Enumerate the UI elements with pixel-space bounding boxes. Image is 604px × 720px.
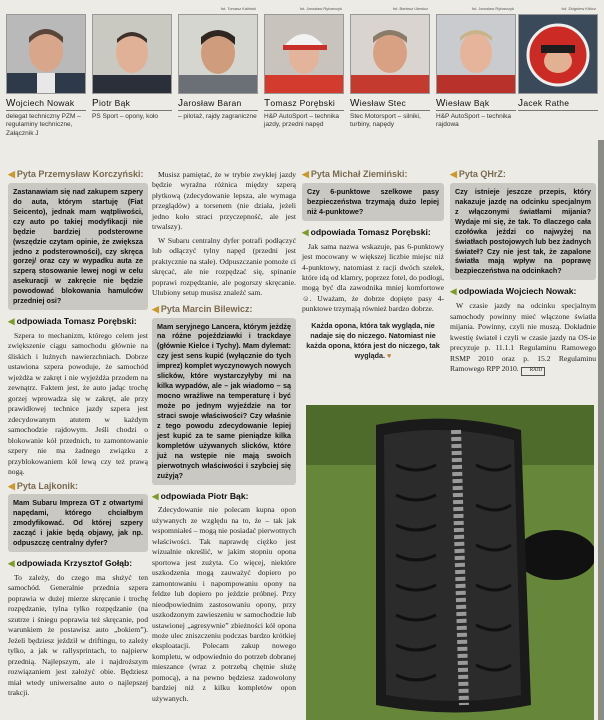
expert-role: Stec Motorsport – silniki, turbiny, napędy bbox=[350, 113, 421, 129]
expert-photo bbox=[436, 14, 516, 94]
expert-photo bbox=[178, 14, 258, 94]
question-asker bbox=[8, 170, 148, 180]
expert-name: Wiesław Stec bbox=[350, 98, 430, 111]
caption-text: Każda opona, która tak wygląda, nie nadaje się do niczego. Natomiast nie każda opona, która jest do niczego, tak wygląda. bbox=[306, 320, 440, 360]
photo-credit: fot. Jarosław Rybarczyk bbox=[471, 6, 514, 11]
expert-role: delegat techniczny PZM – regulaminy techniczne, Załącznik J bbox=[6, 113, 81, 137]
answer-arrow-icon: ◀ bbox=[8, 316, 15, 327]
answer-heading bbox=[152, 491, 296, 503]
column-3 bbox=[302, 170, 444, 369]
answer-text: Jak sama nazwa wskazuje, pas 6-punktowy jest mocowany w większej liczbie miejsc niż 4-punktowy, natomiast z racji dwóch szelek, które idą od klamry, poprzez fotel, do podłogi, mogą być dla zawodnika mniej komfortowe ☺. Uważam, że dobrze dopięte pasy 4-punktowe trzymają również bardzo dobrze. bbox=[302, 241, 444, 314]
expert-name: Jarosław Baran bbox=[178, 98, 258, 111]
answer-arrow-icon: ◀ bbox=[302, 226, 309, 237]
experts-strip bbox=[6, 6, 598, 164]
expert-role: PS Sport – opony, koło bbox=[92, 113, 159, 120]
expert-name: Jacek Rathe bbox=[518, 98, 598, 111]
answer-arrow-icon: ◀ bbox=[8, 558, 15, 569]
answer-text: To zależy, do czego ma służyć ten samochód. Generalnie przednia szpera poprawia w dużej mierze skręcanie i trochę rozpędzanie, tylna tylko rozpędzanie (na szutrze i śniegu poprawia też skręcanie, pod warunkiem że postawisz auto „bokiem”). Jeżeli będziesz jeździł w driftingu, to zależy tylko, a jak w rallysprintach, to najpierw przednią. Najlepszym, ale i najdroższym rozwiązaniem jest założyć obie. Będziesz miał wtedy uniwersalne auto o najlepszej trakcji. bbox=[8, 573, 148, 698]
question-asker bbox=[302, 170, 444, 180]
question-asker bbox=[450, 170, 596, 180]
asker-name: Pyta Marcin Bilewicz: bbox=[160, 303, 253, 314]
column-4 bbox=[450, 170, 596, 379]
speech-arrow-icon: ◀ bbox=[302, 169, 309, 179]
expert-1 bbox=[6, 14, 86, 138]
answer-body: W czasie jazdy na odcinku specjalnym samochody powinny mieć włączone światła mijania. Powinny, czyli nie muszą. Dokładnie kwestię świateł i czyli w czasie jazdy na OS-ie precyzuje p. 11.1.1 Regulaminu Ramowego RSMP 2010 oraz p. 15.2 Regulaminu Ramowego RPP 2010. bbox=[450, 301, 596, 373]
expert-name: Wojciech Nowak bbox=[6, 98, 86, 111]
heart-icon: ♥ bbox=[387, 350, 392, 360]
answer-text: W Subaru centralny dyfer potrafi podłączyć lub odłączyć tylny napęd (przedni jest praktycznie na stałe). Odpuszczanie pomoże ci skręcać, ale nie rozpędzać się, spinanie poprawi rozpędzanie, ale pogorszy skręcanie. Ulubiony setup musisz znaleźć sam. bbox=[152, 235, 296, 298]
expert-photo bbox=[92, 14, 172, 94]
expert-photo bbox=[350, 14, 430, 94]
answerer-name: odpowiada Wojciech Nowak: bbox=[458, 286, 577, 297]
end-sign: RAJD bbox=[521, 367, 546, 376]
question-asker bbox=[152, 305, 296, 315]
expert-name: Tomasz Porębski bbox=[264, 98, 344, 111]
answer-heading bbox=[450, 286, 596, 298]
page-edge-strip bbox=[598, 140, 604, 720]
question-box: Czy 6-punktowe szelkowe pasy bezpieczeństwa trzymają dużo lepiej niż 4-punktowe? bbox=[302, 183, 444, 221]
answer-heading bbox=[8, 558, 148, 570]
question-asker bbox=[8, 482, 148, 492]
expert-2 bbox=[92, 14, 172, 121]
photo-credit: fot. Bartosz Ulewicz bbox=[392, 6, 428, 11]
expert-photo bbox=[6, 14, 86, 94]
column-1 bbox=[8, 170, 148, 702]
question-box: Mam Subaru Impreza GT z otwartymi napędami, którego chciałbym zmodyfikować. Od której szpery zacząć i jakie będą objawy, jak np. odpuszczę centralny dyfer? bbox=[8, 494, 148, 552]
expert-4 bbox=[264, 6, 344, 130]
photo-caption bbox=[306, 321, 440, 361]
speech-arrow-icon: ◀ bbox=[152, 303, 159, 314]
answerer-name: odpowiada Tomasz Porębski: bbox=[16, 316, 137, 327]
answerer-name: odpowiada Tomasz Porębski: bbox=[310, 226, 431, 237]
asker-name: Pyta Michał Ziemiński: bbox=[310, 169, 408, 179]
question-box: Zastanawiam się nad zakupem szpery do auta, którym startuję (Fiat Seicento), jednak mam wątpliwości, czy auto po takiej modyfikacji nie będzie bardziej podsterowne (wszędzie czytam opinie, że zwiększa jedno z podsterowności), czy skręca gorzej/ oraz czy w wypadku auta ze szperą stosowanie lewej nogi w celu asekuracji w zakręcie nie będzie powodować blokowania hamulców przedniej osi? bbox=[8, 183, 148, 310]
speech-arrow-icon: ◀ bbox=[8, 169, 15, 179]
answer-heading bbox=[8, 316, 148, 328]
expert-3 bbox=[178, 6, 258, 121]
answer-text: Musisz pamiętać, że w trybie zwykłej jazdy będzie wyraźna różnica między szperą płytkową (zdecydowanie lepsza, ale wymaga przeglądów) a torsenem (nie działa, jeżeli jedno koło straci przyczepność, ale jest trwalszy). bbox=[152, 170, 296, 232]
expert-role: H&P AutoSport – technika rajdowa bbox=[436, 113, 512, 129]
expert-role: H&P AutoSport – technika jazdy, przedni napęd bbox=[264, 113, 340, 129]
answer-heading bbox=[302, 227, 444, 239]
photo-credit: fot. Jarosław Rybarczyk bbox=[299, 6, 342, 11]
answerer-name: odpowiada Krzysztof Gołąb: bbox=[16, 558, 133, 569]
expert-6 bbox=[436, 6, 516, 130]
answer-arrow-icon: ◀ bbox=[450, 286, 457, 297]
answer-text: Zdecydowanie nie polecam kupna opon używanych ze względu na to, że – tak jak wspomniałeś – mogą nie posiadać pierwotnych właściwości. Tak naprawdę ciężko jest wizualnie określić, w jakim stopniu opona sportowa jest zużyta. Co więcej, niektóre uszkodzenia mogą zauważyć dopiero po zamontowaniu i napompowaniu opony na feldze lub dopiero po jeździe próbnej. Przy nieodpowiednim zastosowaniu opony, przy uszkodzonym zawieszeniu w samochodzie lub ustawionej „agresywnie” zbieżności kół opona może ulec zniszczeniu podczas bardzo krótkiej eksploatacji. Polecam zakup nowego kompletu, w odpowiednio do potrzeb dobranej mieszance (wraz z potrzebą chętnie służę pomocą), a na pewno będziesz zadowolony bardziej niż z kilku kompletów opon używanych. bbox=[152, 505, 296, 703]
photo-credit: fot. Tomasz Kaliński bbox=[220, 6, 256, 11]
asker-name: Pyta Przemysław Korczyński: bbox=[16, 169, 144, 179]
column-2 bbox=[152, 170, 296, 707]
answerer-name: odpowiada Piotr Bąk: bbox=[160, 490, 249, 501]
asker-name: Pyta QHrZ: bbox=[458, 169, 506, 179]
expert-name: Wiesław Bąk bbox=[436, 98, 516, 111]
expert-7 bbox=[518, 6, 598, 113]
asker-name: Pyta Lajkonik: bbox=[16, 480, 78, 491]
expert-role: – pilotaż, rajdy zagraniczne bbox=[178, 113, 257, 120]
photo-credit: fot. Zbigniew Kibicz bbox=[561, 6, 596, 11]
expert-5 bbox=[350, 6, 430, 130]
expert-name: Piotr Bąk bbox=[92, 98, 172, 111]
expert-photo bbox=[264, 14, 344, 94]
answer-text bbox=[450, 301, 596, 376]
tyre-photo bbox=[306, 405, 594, 720]
answer-text: Szpera to mechanizm, którego celem jest zwiększenie ciągu samochodu głównie na śliskich i luźnych nawierzchniach. Dobrze ustawiona szpera powoduje, że samochód wjeżdża w zakręt i nie wyjeżdża przodem na zewnątrz. Faktem jest, że auto jadąc trochę gorzej wprowadza się w zakręt, ale przy prawidłowej technice jazdy szpera jest zdecydowanym atutem w każdym samochodzie rajdowym. Jeśli chodzi o blokowanie kół przednich, to zamontowanie szpery nie ma żadnego związku z przyblokowaniem kół lewą czy też prawą nogą. bbox=[8, 331, 148, 477]
question-box: Czy istnieje jeszcze przepis, który nakazuje jazdę na odcinku specjalnym z włączonymi światłami mijania? Wydaje mi się, że tak. To dlaczego cała czołówka jeździ co najwyżej na światłach postojowych lub bez żadnych świateł? Czy nie jest tak, że zapalone światła mają wpływ na poprawę bezpieczeństwa na odcinkach? bbox=[450, 183, 596, 280]
answer-arrow-icon: ◀ bbox=[152, 490, 159, 501]
speech-arrow-icon: ◀ bbox=[8, 480, 15, 491]
speech-arrow-icon: ◀ bbox=[450, 169, 457, 179]
question-box: Mam seryjnego Lancera, którym jeżdżę na różne pojeździawki i trackdaye (głównie Kielce i Tychy). Mam dylemat: czy jest sens kupić (wyłącznie do tych imprez) komplet wyczynowych nowych slicków, które wystarczyłyby mi na kilka wypadów, ale – jak wiadomo – są mocno wrażliwe na temperaturę i być może po jednym wyjeździe na tor straci swoje właściwości? Czy właśnie z tego powodu zdecydowanie lepiej jest kupić za te same pieniądze kilka kompletów używanych slicków, które już na wstępie nie mają swoich pierwotnych właściwości i szybciej się zużyją? bbox=[152, 318, 296, 485]
expert-photo bbox=[518, 14, 598, 94]
